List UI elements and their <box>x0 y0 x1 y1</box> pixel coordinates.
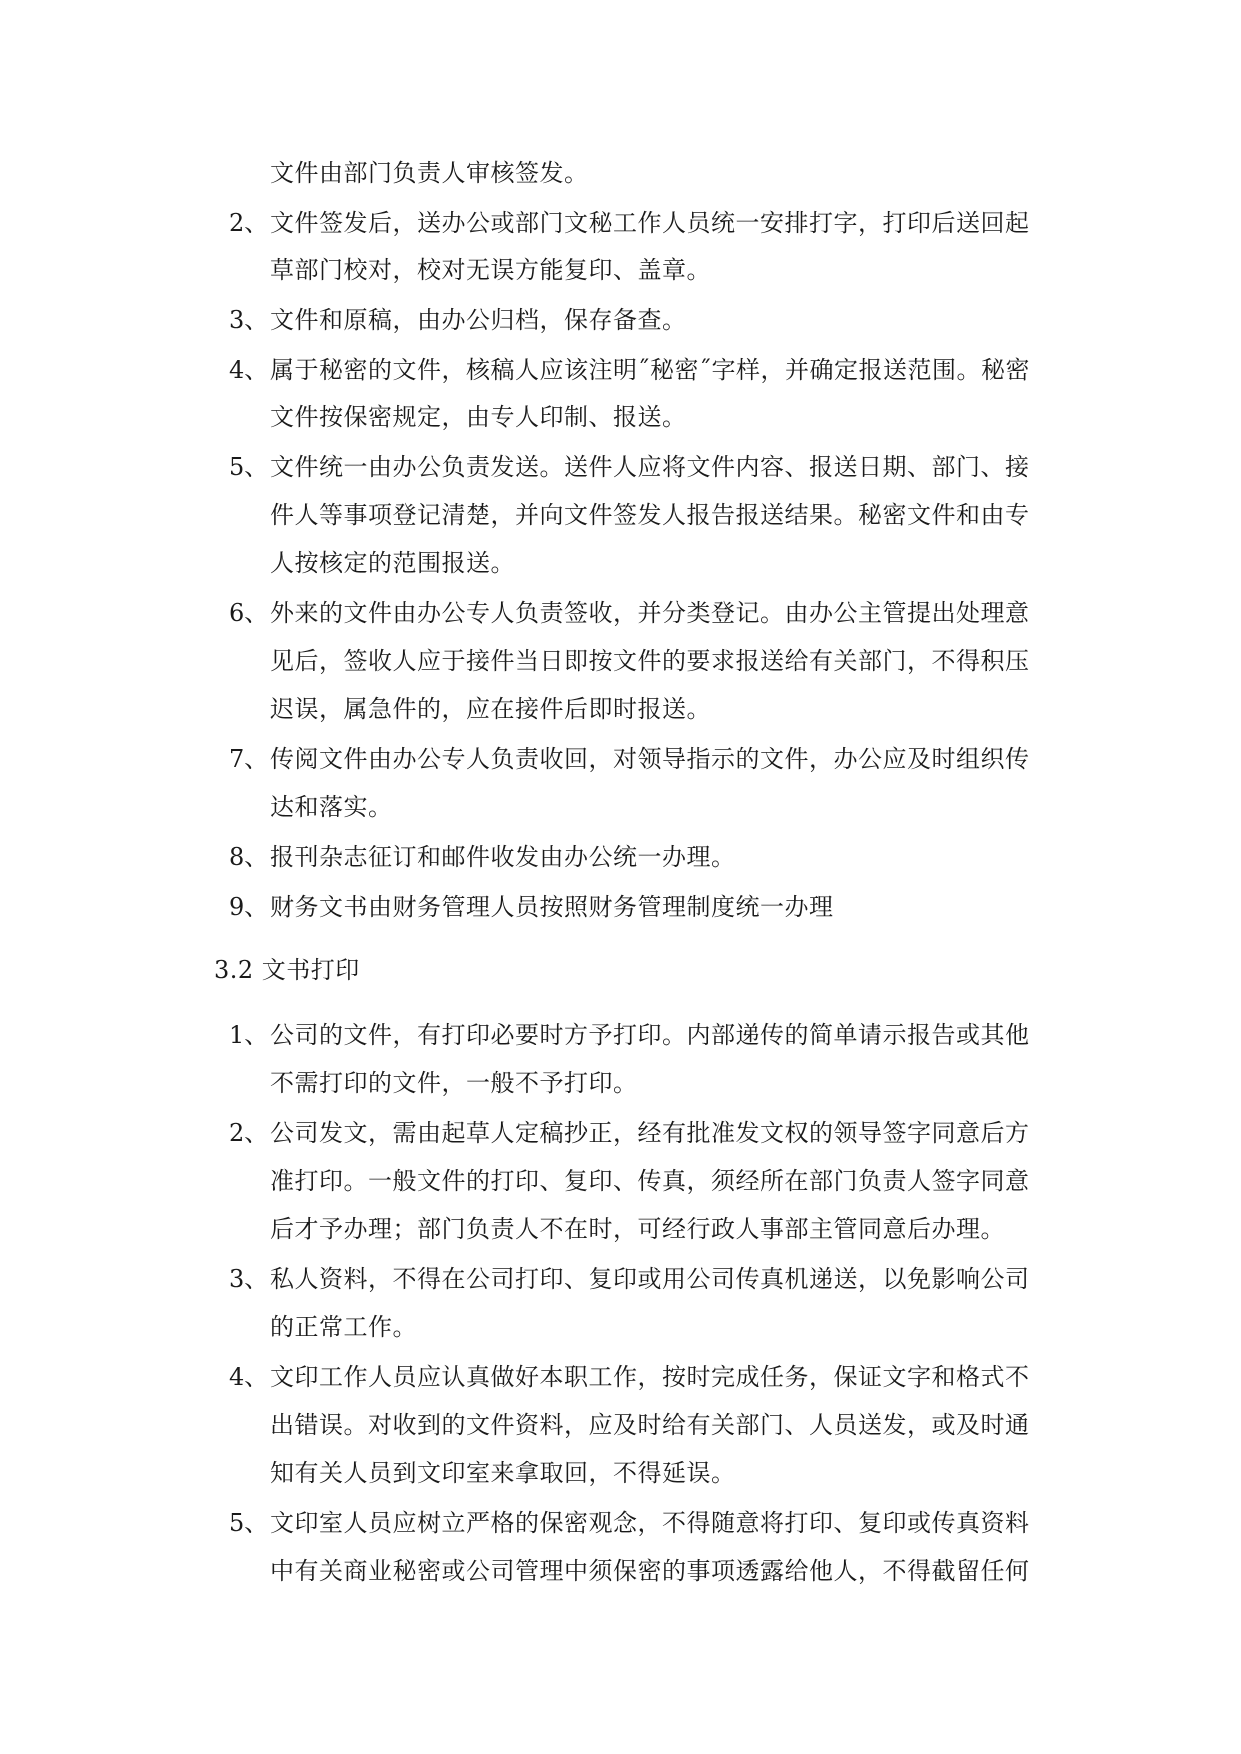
list-item-line: 中有关商业秘密或公司管理中须保密的事项透露给他人，不得截留任何 <box>270 1557 1030 1585</box>
list-item-line: 知有关人员到文印室来拿取回，不得延误。 <box>270 1459 736 1487</box>
list-item-line: 传阅文件由办公专人负责收回，对领导指示的文件，办公应及时组织传 <box>270 745 1030 773</box>
list-item-number: 3、 <box>229 1265 269 1293</box>
list-item-number: 5、 <box>229 1509 269 1537</box>
list-item-line: 件人等事项登记清楚，并向文件签发人报告报送结果。秘密文件和由专 <box>270 501 1030 529</box>
list-item-line: 文件统一由办公负责发送。送件人应将文件内容、报送日期、部门、接 <box>270 453 1030 481</box>
list-item-line: 草部门校对，校对无误方能复印、盖章。 <box>270 256 711 284</box>
list-item-number: 5、 <box>229 453 269 481</box>
list-item-number: 8、 <box>229 843 269 871</box>
list-item-number: 9、 <box>229 893 269 921</box>
list-item-line: 文件签发后，送办公或部门文秘工作人员统一安排打字，打印后送回起 <box>270 209 1030 237</box>
list-item-line: 文件和原稿，由办公归档，保存备查。 <box>270 306 687 334</box>
list-item-line: 文件按保密规定，由专人印制、报送。 <box>270 403 687 431</box>
list-item-line: 后才予办理；部门负责人不在时，可经行政人事部主管同意后办理。 <box>270 1215 1005 1243</box>
list-item-line: 迟误，属急件的，应在接件后即时报送。 <box>270 695 711 723</box>
list-item-number: 2、 <box>229 1119 269 1147</box>
list-item-number: 4、 <box>229 356 269 384</box>
list-item-line: 外来的文件由办公专人负责签收，并分类登记。由办公主管提出处理意 <box>270 599 1030 627</box>
list-item-number: 6、 <box>229 599 269 627</box>
list-item-line: 属于秘密的文件，核稿人应该注明˝秘密˝字样，并确定报送范围。秘密 <box>270 356 1030 384</box>
list-item-number: 4、 <box>229 1363 269 1391</box>
list-item-line: 报刊杂志征订和邮件收发由办公统一办理。 <box>270 843 736 871</box>
section-heading: 3.2 文书打印 <box>214 956 360 984</box>
list-item-line: 公司发文，需由起草人定稿抄正，经有批准发文权的领导签字同意后方 <box>270 1119 1030 1147</box>
list-item-line: 的正常工作。 <box>270 1313 417 1341</box>
list-item-line: 见后，签收人应于接件当日即按文件的要求报送给有关部门，不得积压 <box>270 647 1030 675</box>
list-item-number: 2、 <box>229 209 269 237</box>
continuation-line: 文件由部门负责人审核签发。 <box>270 159 589 187</box>
list-item-line: 达和落实。 <box>270 793 393 821</box>
list-item-line: 文印工作人员应认真做好本职工作，按时完成任务，保证文字和格式不 <box>270 1363 1030 1391</box>
list-item-line: 文印室人员应树立严格的保密观念，不得随意将打印、复印或传真资料 <box>270 1509 1030 1537</box>
list-item-line: 出错误。对收到的文件资料，应及时给有关部门、人员送发，或及时通 <box>270 1411 1030 1439</box>
list-item-number: 7、 <box>229 745 269 773</box>
list-item-line: 人按核定的范围报送。 <box>270 549 515 577</box>
list-item-line: 财务文书由财务管理人员按照财务管理制度统一办理 <box>270 893 834 921</box>
list-item-line: 不需打印的文件，一般不予打印。 <box>270 1069 638 1097</box>
list-item-number: 3、 <box>229 306 269 334</box>
list-item-line: 公司的文件，有打印必要时方予打印。内部递传的简单请示报告或其他 <box>270 1021 1030 1049</box>
list-item-number: 1、 <box>229 1021 269 1049</box>
list-item-line: 准打印。一般文件的打印、复印、传真，须经所在部门负责人签字同意 <box>270 1167 1030 1195</box>
list-item-line: 私人资料，不得在公司打印、复印或用公司传真机递送，以免影响公司 <box>270 1265 1030 1293</box>
